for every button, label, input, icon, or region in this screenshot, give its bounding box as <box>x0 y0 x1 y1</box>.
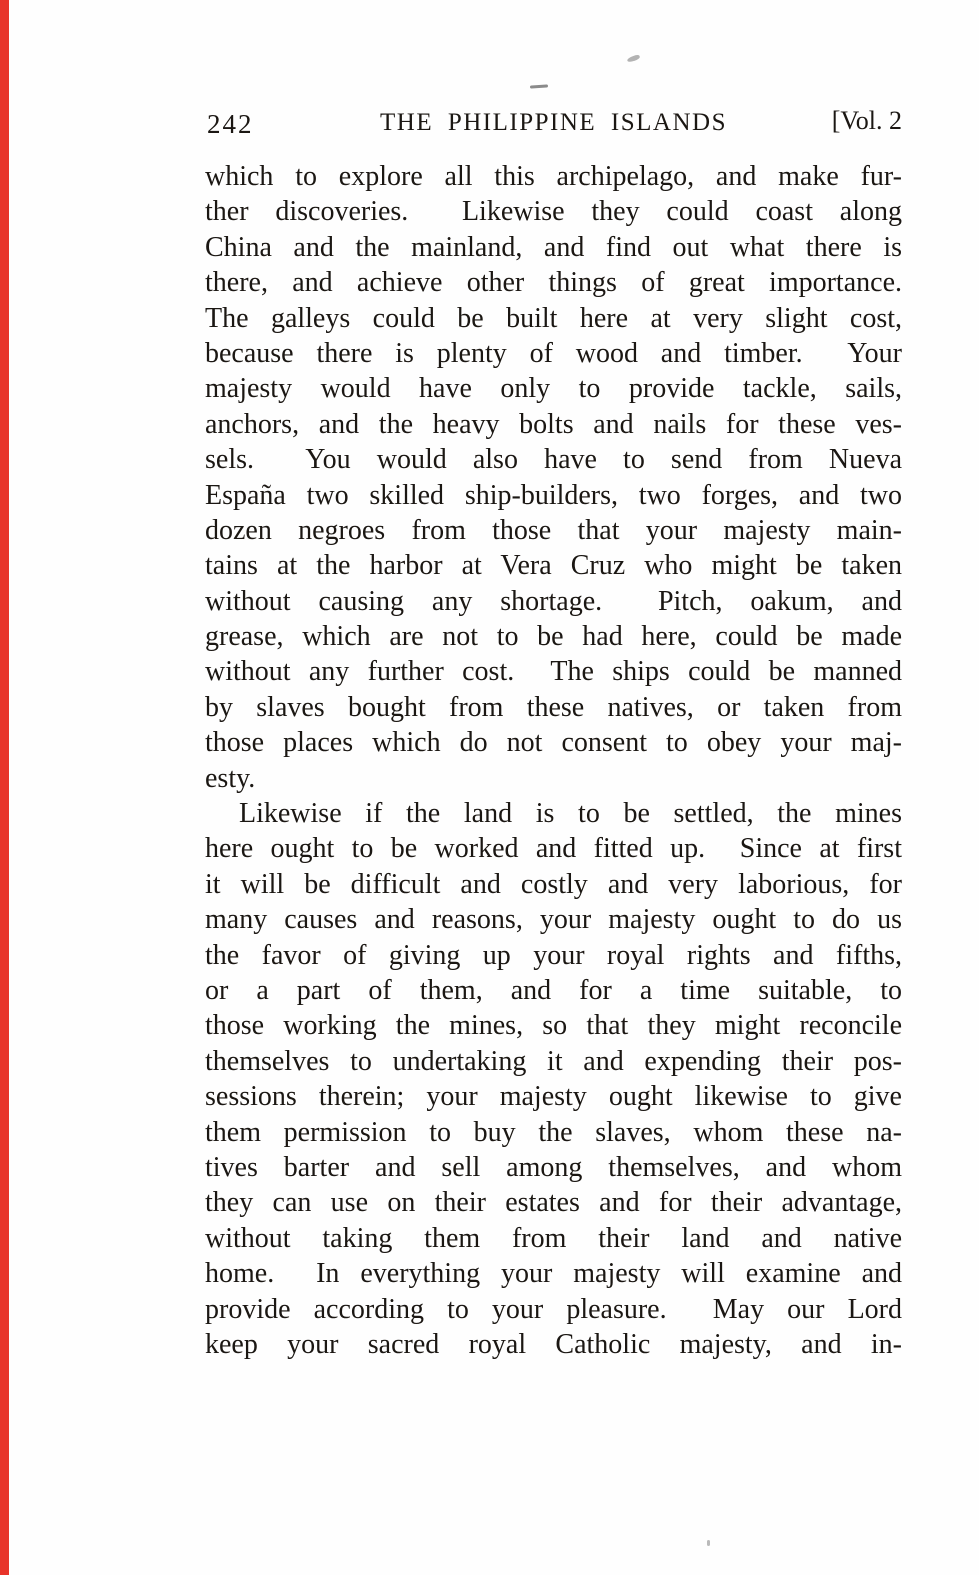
text-line: without taking them from their land and native <box>205 1222 902 1254</box>
book-spine-red-edge <box>0 0 9 1575</box>
body-text <box>205 159 902 1362</box>
scan-speck-dot <box>707 1540 710 1546</box>
text-line: those places which do not consent to obey your maj- <box>205 727 902 759</box>
text-line: without any further cost. The ships could be manned <box>205 656 902 688</box>
text-line: España two skilled ship-builders, two forges, and two <box>205 479 902 511</box>
volume-label: [Vol. 2 <box>831 106 902 135</box>
text-line: The galleys could be built here at very slight cost, <box>205 302 902 334</box>
text-line: many causes and reasons, your majesty ought to do us <box>205 904 902 936</box>
scan-speck-smudge <box>627 54 641 63</box>
text-line: themselves to undertaking it and expending their pos- <box>205 1045 902 1077</box>
text-line: China and the mainland, and find out what there is <box>205 231 902 263</box>
running-header <box>205 106 902 142</box>
running-title: THE PHILIPPINE ISLANDS <box>380 109 727 136</box>
text-line: anchors, and the heavy bolts and nails for these ves- <box>205 408 902 440</box>
text-line: provide according to your pleasure. May our Lord <box>205 1293 902 1325</box>
text-line: tains at the harbor at Vera Cruz who might be taken <box>205 550 902 582</box>
scan-speck-dash <box>530 84 548 88</box>
text-line: those working the mines, so that they might reconcile <box>205 1010 902 1042</box>
text-line: by slaves bought from these natives, or taken from <box>205 691 902 723</box>
text-line: sessions therein; your majesty ought likewise to give <box>205 1081 902 1113</box>
text-line-paragraph-end: esty. <box>205 762 256 794</box>
text-line: because there is plenty of wood and timber. Your <box>205 337 902 369</box>
text-line: them permission to buy the slaves, whom these na- <box>205 1116 902 1148</box>
text-line: dozen negroes from those that your majesty main- <box>205 514 902 546</box>
text-line: or a part of them, and for a time suitable, to <box>205 974 902 1006</box>
text-line: it will be difficult and costly and very laborious, for <box>205 868 902 900</box>
text-line: there, and achieve other things of great importance. <box>205 267 902 299</box>
text-line: ther discoveries. Likewise they could coast along <box>205 196 902 228</box>
text-line: the favor of giving up your royal rights and fifths, <box>205 939 902 971</box>
text-line: tives barter and sell among themselves, and whom <box>205 1151 902 1183</box>
text-line: keep your sacred royal Catholic majesty, and in- <box>205 1328 902 1360</box>
page-number: 242 <box>207 109 254 139</box>
text-line: which to explore all this archipelago, and make fur- <box>205 161 902 192</box>
text-line: sels. You would also have to send from Nueva <box>205 444 902 476</box>
text-line: here ought to be worked and fitted up. Since at first <box>205 833 902 865</box>
text-line: without causing any shortage. Pitch, oakum, and <box>205 585 902 617</box>
text-line: home. In everything your majesty will examine and <box>205 1258 902 1290</box>
text-line: majesty would have only to provide tackle, sails, <box>205 373 902 405</box>
text-line: they can use on their estates and for their advantage, <box>205 1187 902 1219</box>
text-line-paragraph-start: Likewise if the land is to be settled, the mines <box>239 798 902 830</box>
text-line: grease, which are not to be had here, could be made <box>205 621 902 653</box>
